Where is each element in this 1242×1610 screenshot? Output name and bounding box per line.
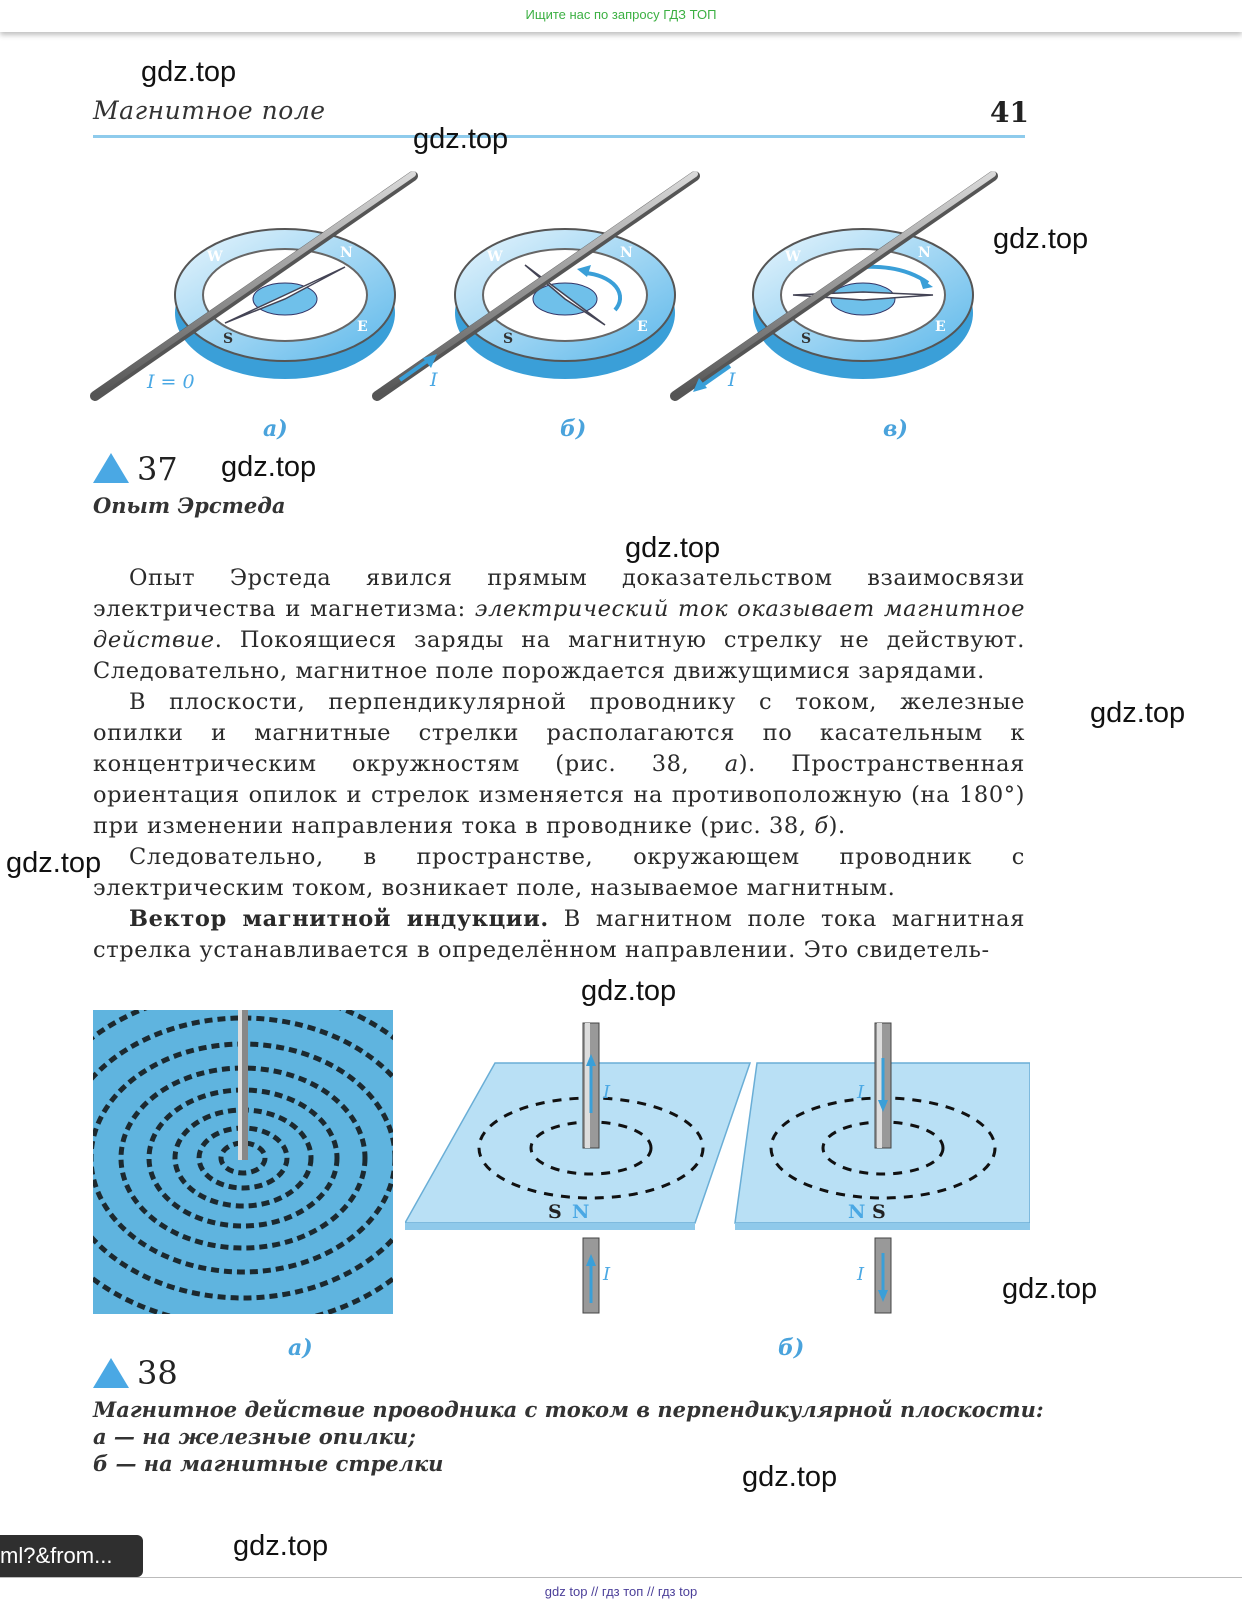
figure-38-caption-line1: Магнитное действие проводника с током в перпендикулярной плоскости: bbox=[93, 1397, 1044, 1422]
header-rule bbox=[93, 135, 1025, 138]
watermark-text: gdz.top bbox=[742, 1461, 838, 1493]
running-title: Магнитное поле bbox=[93, 96, 326, 125]
compass-c-s: S bbox=[801, 331, 812, 347]
current-label-left-top: I bbox=[603, 1082, 611, 1103]
paragraph-1: Опыт Эрстеда явился прямым доказательством взаимосвязи электричества и магнетизма: электрический ток оказывает магнитное действие. Покоящиеся заряды на магнитную стрелку не действуют. Следовательно, магнитное поле порождается движущимися зарядами. bbox=[93, 565, 1025, 684]
magnetic-needles-figure bbox=[405, 1018, 1030, 1318]
figure-38-caption-line2: а — на железные опилки; bbox=[93, 1424, 416, 1449]
footer-link-2[interactable]: гдз топ bbox=[601, 1584, 644, 1599]
footer-separator: // bbox=[591, 1584, 599, 1599]
paragraph-3: Следовательно, в пространстве, окружающем проводник с электрическим током, возникает поле, называемое магнитным. bbox=[93, 844, 1025, 901]
current-label-c: I bbox=[728, 369, 736, 391]
figure-marker-icon bbox=[93, 1358, 129, 1388]
compass-b bbox=[455, 229, 675, 379]
figure-marker-icon bbox=[93, 453, 129, 483]
footer-link-3[interactable]: гдз top bbox=[657, 1584, 698, 1599]
fig38-label-b: б) bbox=[778, 1335, 805, 1361]
compass-a-n: N bbox=[340, 245, 353, 261]
compass-c-w: W bbox=[785, 249, 801, 265]
figure-38-caption-line3: б — на магнитные стрелки bbox=[93, 1451, 444, 1476]
watermark-text: gdz.top bbox=[233, 1530, 329, 1562]
watermark-text: gdz.top bbox=[1002, 1273, 1098, 1305]
fig37-label-a: а) bbox=[263, 416, 288, 442]
figure-37-caption: Опыт Эрстеда bbox=[93, 493, 286, 518]
current-label-b: I bbox=[430, 369, 438, 391]
compass-b-e: E bbox=[637, 319, 648, 335]
banner-text[interactable]: Ищите нас по запросу ГДЗ ТОП bbox=[525, 7, 717, 22]
page-number: 41 bbox=[990, 96, 1029, 129]
watermark-text: gdz.top bbox=[413, 123, 509, 155]
compass-a-e: E bbox=[357, 319, 368, 335]
footer-links bbox=[0, 1584, 1242, 1599]
footer-rule bbox=[0, 1577, 1242, 1578]
figure-37-illustration bbox=[80, 160, 1040, 420]
compass-c-e: E bbox=[935, 319, 946, 335]
watermark-text: gdz.top bbox=[581, 975, 677, 1007]
fig38-label-a: а) bbox=[288, 1335, 313, 1361]
compass-b-s: S bbox=[503, 331, 514, 347]
fig37-label-b: б) bbox=[560, 416, 587, 442]
pole-n-right: N bbox=[848, 1201, 866, 1223]
footer-separator: // bbox=[646, 1584, 655, 1599]
watermark-text: gdz.top bbox=[141, 56, 237, 88]
paragraph-4: Вектор магнитной индукции. В магнитном поле тока магнитная стрелка устанавливается в определённом направлении. Это свидетель- bbox=[93, 906, 1025, 963]
top-banner[interactable] bbox=[0, 0, 1242, 32]
watermark-text: gdz.top bbox=[625, 532, 721, 564]
current-label-right-top: I bbox=[857, 1082, 865, 1103]
watermark-text: gdz.top bbox=[993, 223, 1089, 255]
compass-a-s: S bbox=[223, 331, 234, 347]
current-label-left-bottom: I bbox=[603, 1264, 611, 1285]
compass-c bbox=[753, 229, 973, 379]
url-pill[interactable]: ml?&from... bbox=[0, 1535, 143, 1577]
compass-b-w: W bbox=[487, 249, 503, 265]
iron-filings-image bbox=[93, 1010, 393, 1314]
footer-link-1[interactable]: gdz top bbox=[544, 1584, 588, 1599]
paragraph-2: В плоскости, перпендикулярной проводнику с током, железные опилки и магнитные стрелки располагаются по касательным к концентрическим окружностям (рис. 38, а). Пространственная ориентация опилок и стрелок изменяется на противоположную (на 180°) при изменении направления тока в проводнике (рис. 38, б). bbox=[93, 689, 1025, 839]
current-zero-label: I = 0 bbox=[147, 371, 195, 393]
watermark-text: gdz.top bbox=[1090, 697, 1186, 729]
compass-c-n: N bbox=[918, 245, 931, 261]
body-text bbox=[93, 563, 1025, 966]
pole-n-left: N bbox=[572, 1201, 590, 1223]
watermark-text: gdz.top bbox=[6, 847, 102, 879]
compass-a-w: W bbox=[207, 249, 223, 265]
current-label-right-bottom: I bbox=[857, 1264, 865, 1285]
watermark-text: gdz.top bbox=[221, 451, 317, 483]
figure-37-number: 37 bbox=[137, 450, 178, 488]
compass-a bbox=[175, 229, 395, 379]
compass-b-n: N bbox=[620, 245, 633, 261]
fig37-label-c: в) bbox=[883, 416, 908, 442]
pole-s-right: S bbox=[872, 1201, 886, 1223]
pole-s-left: S bbox=[548, 1201, 562, 1223]
figure-38-number: 38 bbox=[137, 1354, 178, 1392]
